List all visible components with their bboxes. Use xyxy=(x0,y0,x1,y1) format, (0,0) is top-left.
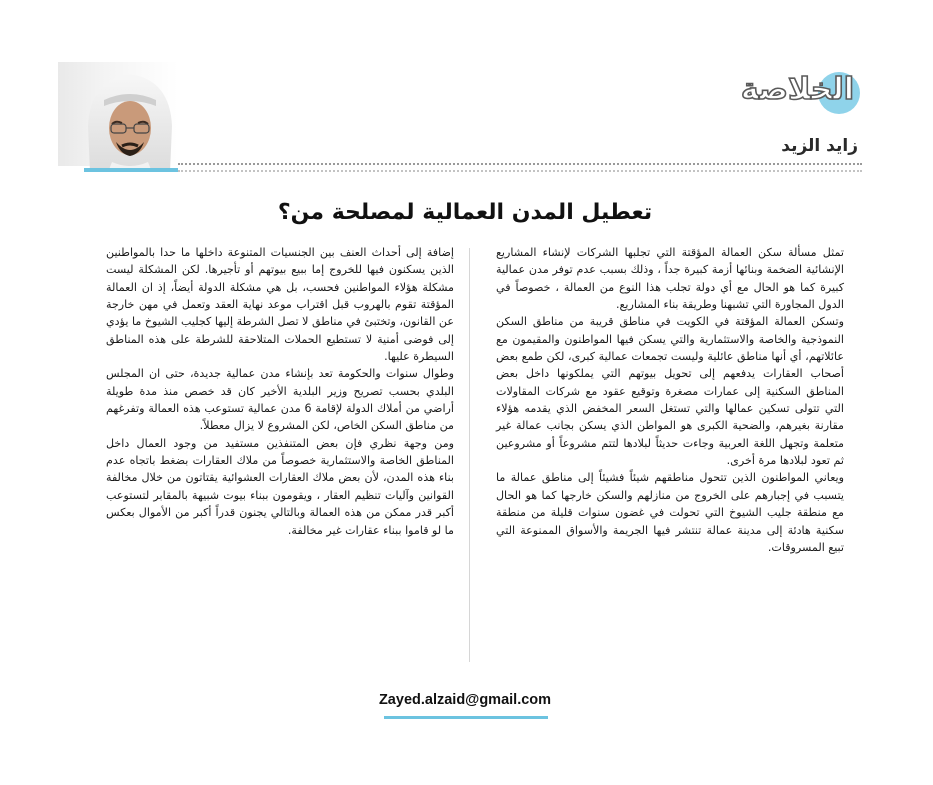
email-underline xyxy=(384,716,548,719)
right-text-column xyxy=(496,244,844,556)
logo-text: الخلاصة xyxy=(740,72,854,107)
left-paragraph-3: ومن وجهة نظري فإن بعض المتنفذين مستفيد من وجود العمال داخل المناطق الخاصة والاستثمارية خصوصاً من ملاك العقارات بضغط باتجاه عدم بناء هذه المدن، لأن بعض ملاك العقارات العشوائية يقتاتون من خلال مخالفة القوانين وآليات تنظيم العقار ، ويقومون ببناء بيوت شبيهة بالمقابر لتستوعب أكبر قدر ممكن من هذه العمالة وبالتالي يجنون قدراً أكبر من الأموال بعكس ما لو قاموا ببناء عقارات غير مخالفة. xyxy=(106,436,454,537)
right-paragraph-2: وتسكن العمالة المؤقتة في الكويت في مناطق قريبة من مناطق السكن النموذجية والخاصة والاستثمارية والتي يسكن فيها المواطنون والمقيمون مع عائلاتهم، أي أنها مناطق عائلية وليست تجمعات عمالية كبرى، لكن طمع بعض أصحاب العقارات يدفعهم إلى تحويل بيوتهم التي يملكونها داخل بعض المناطق السكنية إلى عمارات مصغرة وتوقيع عقود مع شركات المقاولات التي تتولى تسكين عمالها والتي تستغل السعر المخفض الذي يقدمه هؤلاء مقارنة بغيرهم، والضحية الكبرى هو المواطن الذي يسكن بجانب عمالة غير متعلمة وتجهل اللغة العربية وجاءت حديثاً لبلادها لتتم مشروعاً أو مشروعين ثم تعود لبلادها مرة أخرى. xyxy=(496,315,844,468)
author-name: زايد الزيد xyxy=(781,136,858,156)
column-divider xyxy=(469,248,470,662)
column-page xyxy=(58,62,872,752)
left-paragraph-2: وطوال سنوات والحكومة تعد بإنشاء مدن عمالية جديدة، حتى ان المجلس البلدي بحسب تصريح وزير البلدية الأخير كان قد خصص منذ مدة طويلة أراضي من أملاك الدولة لإقامة 6 مدن عمالية تستوعب هذه العمالة وتفرغهم من مناطق السكن الخاص، لكن المشروع لا يزال معطلاً. xyxy=(106,367,454,433)
author-email[interactable]: Zayed.alzaid@gmail.com xyxy=(378,692,552,708)
column-logo xyxy=(722,70,860,120)
right-paragraph-1: تمثل مسألة سكن العمالة المؤقتة التي تجلبها الشركات لإنشاء المشاريع الإنشائية الضخمة وبنائها أزمة كبيرة جداً ، وذلك بسبب عدم توفر مدن عمالية كبيرة كما هو الحال مع أي دولة تجلب هذا النوع من العمالة ، خصوصاً في الدول المجاورة التي تشبهنا وطريقة بناء المشاريع. xyxy=(496,246,844,312)
left-paragraph-1: إضافة إلى أحداث العنف بين الجنسيات المتنوعة داخلها ما حدا بالمواطنين الذين يسكنون فيها للخروج إما ببيع بيوتهم أو تأجيرها. لكن المشكلة ليست مشكلة هؤلاء المواطنين فحسب، بل هي مشكلة الدولة أيضاً، إذ ان العمالة المؤقتة تقوم بالهروب قبل اقتراب موعد نهاية العقد وتعمل في مهن خارجة عن القانون، وتختبئ في مناطق لا تصل الشرطة إليها كجليب الشيوخ ما يؤدي إلى فوضى أمنية لا تستطيع الحملات المتلاحقة للشرطة على هذه المناطق السيطرة عليها. xyxy=(106,246,454,364)
header-dotted-rule-2 xyxy=(178,170,862,172)
article-headline: تعطيل المدن العمالية لمصلحة من؟ xyxy=(277,200,653,225)
right-paragraph-3: ويعاني المواطنون الذين تتحول مناطقهم شيئاً فشيئاً إلى مناطق عمالة ما يتسبب في إجبارهم على الخروج من منازلهم والسكن خارجها كما هو الحال مع منطقة جليب الشيوخ التي تحولت في غضون سنوات قليلة من منطقة سكنية هادئة إلى مدينة عمالة تنتشر فيها الجريمة والأسواق الممنوعة التي تبيع المسروقات. xyxy=(496,471,844,554)
photo-underline xyxy=(84,168,178,172)
header-dotted-rule xyxy=(178,163,862,165)
left-text-column xyxy=(106,244,454,539)
author-photo xyxy=(82,66,178,172)
